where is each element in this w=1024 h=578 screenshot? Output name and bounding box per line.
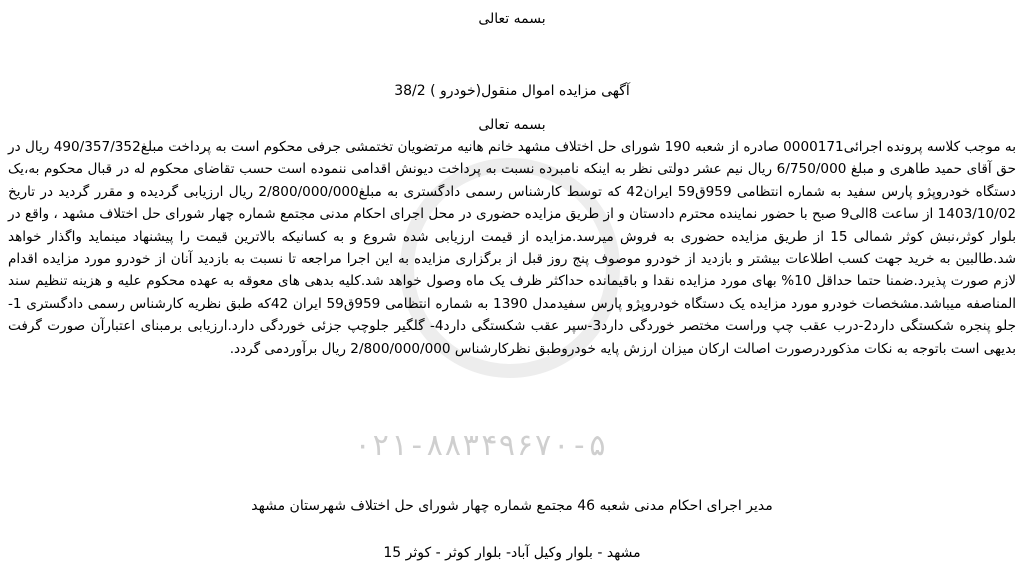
auction-title: آگهی مزایده اموال منقول(خودرو ) 38/2	[394, 83, 630, 99]
signature-line: مدیر اجرای احکام مدنی شعبه 46 مجتمع شماره چهار شورای حل اختلاف شهرستان مشهد	[251, 498, 773, 514]
basmala-subheading: بسمه تعالی	[478, 117, 546, 133]
basmala-heading: بسمه تعالی	[478, 11, 546, 27]
auction-body-paragraph: به موجب کلاسه پرونده اجرائی0000171 صادره از شعبه 190 شورای حل اختلاف مشهد خانم هانیه مرتضویان تختمشی جرفی محکوم است به پرداخت مبلغ490/357/352 ریال در حق آقای حمید طاهری و مبلغ 6/750/000 ریال نیم عشر دولتی نظر به اینکه نامبرده نسبت به پرداخت دیونش اقدامی ننموده است حسب تقاضای محکوم له در قبال محکوم به،یک دستگاه خودروپژو پارس سفید به شماره انتظامی 959ق59 ایران42 که توسط کارشناس رسمی دادگستری به مبلغ2/800/000/000 ریال ارزیابی گردیده و مقرر گردید در تاریخ 1403/10/02 از ساعت 8الی9 صبح با حضور نماینده محترم دادستان و از طریق مزایده حضوری در محل اجرای احکام مدنی مجتمع شماره چهار شورای حل اختلاف مشهد ، واقع در بلوار کوثر،نبش کوثر شمالی 15 از طریق مزایده حضوری به فروش میرسد.مزایده از قیمت ارزیابی شده شروع و به کسانیکه بالاترین قیمت را پیشنهاد مینماید واگذار خواهد شد.طالبین به خرید جهت کسب اطلاعات بیشتر و بازدید از خودرو موصوف پنج روز قبل از برگزاری مزایده به این اجرا مراجعه تا نسبت به بازدید آنان از خودرو مورد مزایده اقدام لازم صورت پذیرد.ضمنا حتما حداقل 10% بهای مورد مزایده نقدا و باقیمانده حداکثر ظرف یک ماه وصول خواهد شد.کلیه بدهی های معوقه به عهده محکوم علیه و هزینه تنظیم سند المناصفه میباشد.مشخصات خودرو مورد مزایده یک دستگاه خودروپژو پارس سفیدمدل 1390 به شماره انتظامی 959ق59 ایران 42که طبق نظریه کارشناس رسمی دادگستری 1-جلو پنجره شکستگی دارد2-درب عقب چپ وراست مختصر خوردگی دارد3-سپر عقب شکستگی دارد4- گلگیر جلوچپ جزئی خوردگی دارد.ارزیابی برمبنای اعتبارآن صورت گرفت بدیهی است باتوجه به نکات مذکوردرصورت اصالت ارکان میزان ارزش پایه خودروطبق نظرکارشناس 2/800/000/000 ریال برآوردمی گردد.	[8, 139, 1016, 357]
address-line: مشهد - بلوار وکیل آباد- بلوار کوثر - کوثر 15	[383, 545, 641, 561]
phone-number-stamp: ۰۲۱-۸۸۳۴۹۶۷۰-۵	[353, 428, 607, 463]
